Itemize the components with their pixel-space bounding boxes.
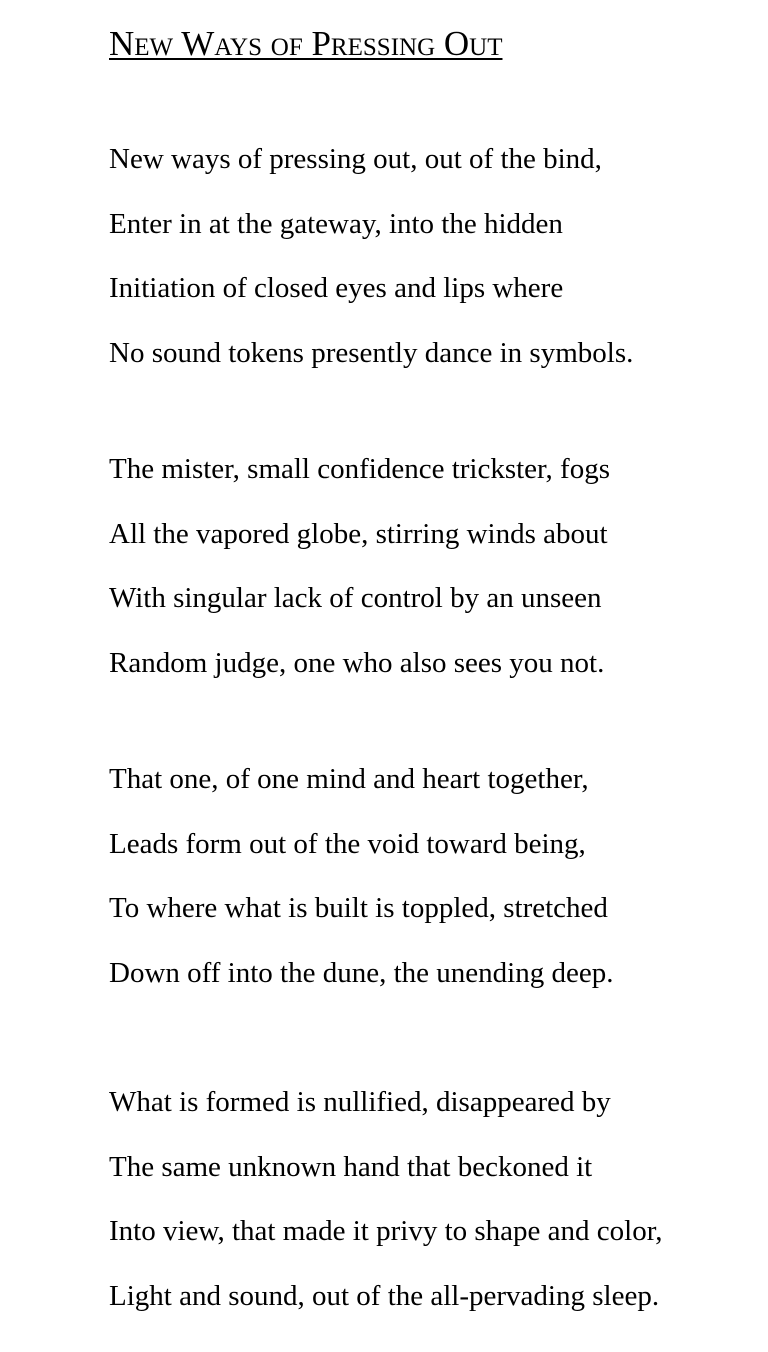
poem-line: The same unknown hand that beckoned it [109,1150,593,1183]
poem-title: New Ways of Pressing Out [109,24,503,63]
stanza-4 [109,1070,662,1328]
poem-line: Initiation of closed eyes and lips where [109,272,564,304]
poem-line: Leads form out of the void toward being, [109,827,586,860]
poem-line: All the vapored globe, stirring winds about [109,517,608,550]
stanza-2 [109,437,610,695]
stanza-3 [109,747,613,1005]
poem-line: The mister, small confidence trickster, fogs [109,453,610,485]
poem-line: With singular lack of control by an unseen [109,582,602,614]
poem-line: Light and sound, out of the all-pervading sleep. [109,1279,660,1312]
poem-line: New ways of pressing out, out of the bind, [109,143,602,175]
poem-line: Down off into the dune, the unending deep. [109,956,614,989]
poem-line: No sound tokens presently dance in symbols. [109,336,634,369]
poem-line: To where what is built is toppled, stretched [109,892,608,924]
poem-line: That one, of one mind and heart together, [109,763,589,795]
poem-line: Random judge, one who also sees you not. [109,646,605,679]
poem-line: What is formed is nullified, disappeared by [109,1086,611,1118]
poem-line: Enter in at the gateway, into the hidden [109,207,563,240]
stanza-1 [109,127,633,385]
poem-line: Into view, that made it privy to shape and color, [109,1215,663,1247]
